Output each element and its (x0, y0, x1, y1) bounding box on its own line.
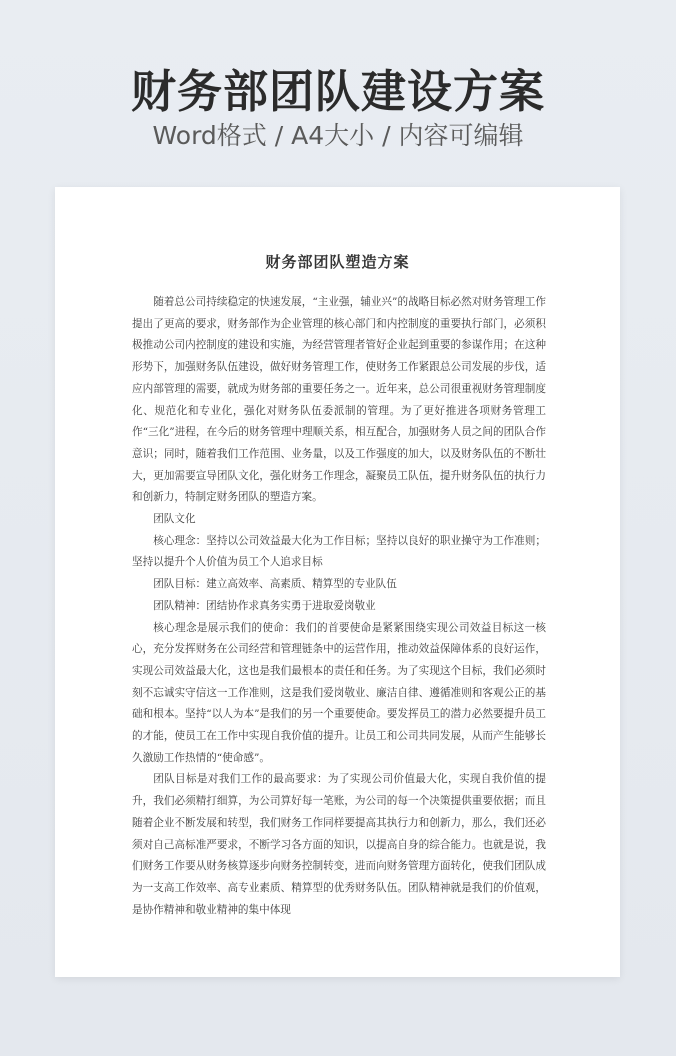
paragraph-team-goal: 团队目标：建立高效率、高素质、精算型的专业队伍 (153, 578, 397, 591)
paragraph-team-spirit: 团队精神：团结协作求真务实勇于进取爱岗敬业 (153, 599, 376, 612)
document-body (132, 292, 546, 921)
banner-title: 财务部团队建设方案 (130, 65, 545, 118)
section-heading-team-culture: 团队文化 (153, 513, 196, 526)
banner-subtitle: Word格式 / A4大小 / 内容可编辑 (152, 121, 524, 150)
paragraph-mission: 核心理念是展示我们的使命：我们的首要使命是紧紧围绕实现公司效益目标这一核心，充分发挥财务在公司经营和管理链条中的运营作用，推动效益保障体系的良好运作，实现公司效益最大化，这也是我们最根本的责任和任务。为了实现这个目标，我们必须时刻不忘诚实守信这一工作准则，这是我们爱岗敬业、廉洁自律、遵循准则和客观公正的基础和根本。坚持“以人为本”是我们的另一个重要使命。要发挥员工的潜力必然要提升员工的才能，使员工在工作中实现自我价值的提升。让员工和公司共同发展，从而产生能够长久激励工作热情的“使命感”。 (132, 621, 546, 764)
paragraph-core-concept: 核心理念：坚持以公司效益最大化为工作目标；坚持以良好的职业操守为工作准则；坚持以提升个人价值为员工个人追求目标 (132, 534, 546, 569)
document-page (55, 187, 620, 977)
document-title: 财务部团队塑造方案 (265, 253, 410, 271)
paragraph-intro: 随着总公司持续稳定的快速发展，“主业强，辅业兴”的战略目标必然对财务管理工作提出了更高的要求，财务部作为企业管理的核心部门和内控制度的重要执行部门，必须积极推动公司内控制度的建设和实施，为经营管理者管好企业起到重要的参谋作用；在这种形势下，加强财务队伍建设，做好财务管理工作，使财务工作紧跟总公司发展的步伐，适应内部管理的需要，就成为财务部的重要任务之一。近年来，总公司很重视财务管理制度化、规范化和专业化，强化对财务队伍委派制的管理。为了更好推进各项财务管理工作“三化”进程，在今后的财务管理中理顺关系，相互配合，加强财务人员之间的团队合作意识；同时，随着我们工作范围、业务量，以及工作强度的加大，以及财务队伍的不断壮大，更加需要宣导团队文化，强化财务工作理念，凝聚员工队伍，提升财务队伍的执行力和创新力，特制定财务团队的塑造方案。 (132, 296, 546, 504)
paragraph-goal-detail: 团队目标是对我们工作的最高要求：为了实现公司价值最大化，实现自我价值的提升，我们必须精打细算，为公司算好每一笔账，为公司的每一个决策提供重要依据；而且随着企业不断发展和转型，我们财务工作同样要提高其执行力和创新力，那么，我们还必须对自己高标准严要求，不断学习各方面的知识，以提高自身的综合能力。也就是说，我们财务工作要从财务核算逐步向财务控制转变，进而向财务管理方面转化，使我们团队成为一支高工作效率、高专业素质、精算型的优秀财务队伍。团队精神就是我们的价值观，是协作精神和敬业精神的集中体现 (132, 773, 546, 916)
